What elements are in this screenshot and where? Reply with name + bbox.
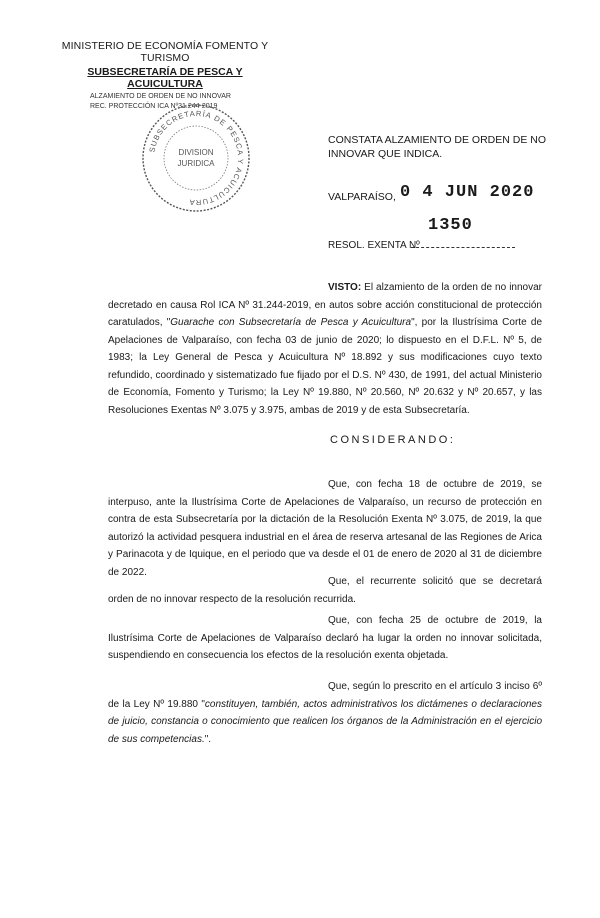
stamp-center-line-1: DIVISION (178, 148, 214, 157)
place-label: VALPARAÍSO, (328, 191, 396, 203)
visto-paragraph (108, 279, 542, 419)
considerando-paragraph-2: Que, el recurrente solicitó que se decretará orden de no innovar respecto de la resolución recurrida. (108, 576, 542, 605)
visto-label: VISTO: (328, 282, 362, 293)
stamp-ring-text: SUBSECRETARÍA DE PESCA Y ACUICULTURA (147, 108, 246, 208)
stamp-center-line-2: JURIDICA (177, 159, 215, 168)
visto-text-b: ", por la Ilustrísima Corte de Apelaciones de Valparaíso, con fecha 03 de junio de 2020; lo dispuesto en el D.F.L. Nº 5, de 1983; la Ley General de Pesca y Acuicultura Nº 18.892 y sus modificaciones cuyo texto refundido, coordinado y sistematizado fue fijado por el D.S. Nº 430, de 1991, del actual Ministerio de Economía, Fomento y Turismo; la Ley Nº 19.880, Nº 20.560, Nº 20.632 y Nº 20.657, y las Resoluciones Exentas Nº 3.075 y 3.975, ambas de 2019 y de esta Subsecretaría. (108, 317, 543, 416)
date-stamp: 0 4 JUN 2020 (400, 183, 535, 202)
letterhead (50, 40, 280, 110)
considerando-paragraph-3: Que, con fecha 25 de octubre de 2019, la Ilustrísima Corte de Apelaciones de Valparaíso declaró ha lugar la orden no innovar solicitada, suspendiendo en consecuencia los efectos de la resolución exenta objetada. (108, 615, 542, 661)
last-quote: constituyen, también, actos administrativos los dictámenes o declaraciones de juicio, constancia o conocimiento que realicen los órganos de la Administración en el ejercicio de sus competencias. (108, 698, 542, 745)
subsecretaria-name: SUBSECRETARÍA DE PESCA Y ACUICULTURA (87, 66, 243, 90)
resolution-subject: CONSTATA ALZAMIENTO DE ORDEN DE NO INNOVAR QUE INDICA. (328, 134, 547, 160)
last-text-a: Que, según lo prescrito en el artículo 3 inciso 6º de la Ley Nº 19.880 " (108, 681, 542, 710)
visto-case-name: Guarache con Subsecretaría de Pesca y Acuicultura (170, 317, 412, 328)
considerando-heading: CONSIDERANDO: (330, 434, 456, 446)
resolution-number-line (411, 247, 515, 248)
resolution-number: 1350 (428, 216, 473, 235)
reference-line-2: REC. PROTECCIÓN ICA Nº31.244-2019 (90, 103, 218, 110)
considerando-paragraph-1: Que, con fecha 18 de octubre de 2019, se interpuso, ante la Ilustrísima Corte de Apelaciones de Valparaíso, un recurso de protección en contra de esta Subsecretaría por la dictación de la Resolución Exenta Nº 3.075, de 2019, la que autorizó la actividad pesquera industrial en el área de reserva artesanal de las Regiones de Arica y Parinacota y de Iquique, en el periodo que va desde el 01 de enero de 2020 al 31 de diciembre de 2022. (108, 479, 542, 578)
resolution-label: RESOL. EXENTA Nº (328, 240, 420, 251)
svg-text:SUBSECRETARÍA DE PESCA Y ACUIC (147, 109, 245, 207)
considerando-paragraph-4 (108, 678, 542, 748)
visto-text-a: El alzamiento de la orden de no innovar decretado en causa Rol ICA Nº 31.244-2019, en autos sobre acción constitucional de protección caratulados, " (108, 282, 542, 328)
reference-line-1: ALZAMIENTO DE ORDEN DE NO INNOVAR (90, 93, 231, 100)
division-juridica-stamp (140, 102, 252, 214)
last-text-b: ". (204, 733, 212, 745)
ministry-name: MINISTERIO DE ECONOMÍA FOMENTO Y TURISMO (61, 40, 269, 64)
